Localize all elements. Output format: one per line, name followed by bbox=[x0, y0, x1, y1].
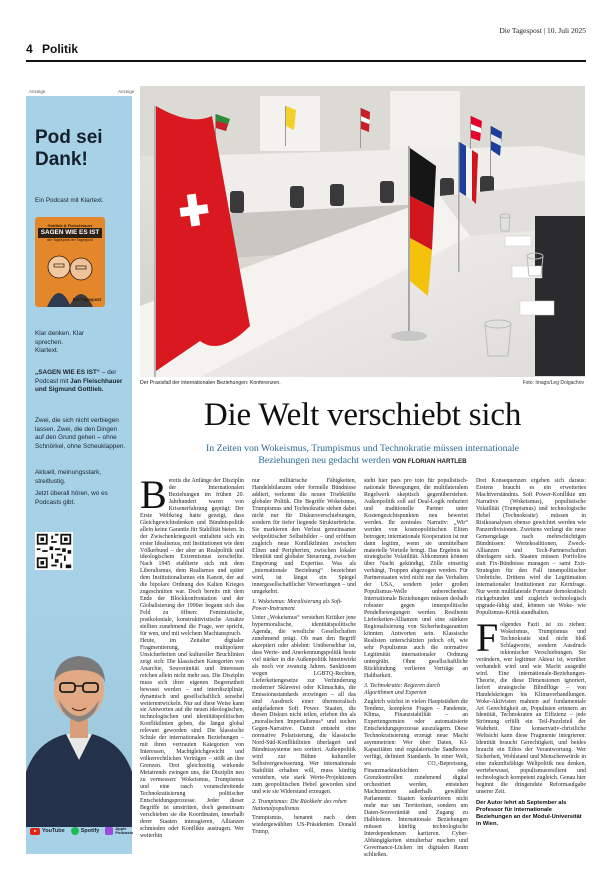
promo-lead: „SAGEN WIE ES IST“ bbox=[35, 369, 100, 376]
section-title: Politik bbox=[42, 42, 79, 56]
paragraph: olgendes Fazit ist zu ziehen: Wokeismus, Trumpismus und Technokratie sind nicht bloß Schlagworte, sondern Ausdruck tektonischer Verschiebungen. Sie verändern, wer legitimer Akteur ist, worüber verhandelt wird und wie Macht ausgeübt wird. Eine internationale-Beziehungen-Theorie, die diese Dimensionen ignoriert, liefert strategische Blindflüge – von Handelskriegen bis Klimaverhandlungen. Woke-Aktivisten mahnen auf fundamentale Art Gerechtigkeit an, Populisten erinnern an Identität, Technokraten an Effizienz – jede Strömung erfüllt ein Teil-Puzzleteil der Wahrheit. Eine konservativ-christliche Weltsicht kann diese Fragmente integrieren: Identität braucht Gerechtigkeit, und beides braucht ein Ethos der Verantwortung. Wer Sicherheit, Wohlstand und Menschenwürde in eine zukunftsfähige Weltpolitik neu denken, wertebewusst, populismusresilient und technologisch kompetent zugleich. Genau hier beginnt die dringendste Reformaufgabe unserer Zeit. bbox=[476, 622, 586, 795]
ad-description: Zwei, die sich nicht verbiegen lassen. Zwei, die den Dingen auf den Grund gehen – ohne Schnörkel, ohne Scheuklappen. bbox=[35, 417, 126, 450]
promo-hosts: Jan Fleischhauer und Sigmund Gottlieb. bbox=[35, 377, 123, 394]
subheading: 3. Technokratie: Regieren durch Algorithmen und Experten bbox=[364, 682, 440, 696]
paragraph: nur militärische Fähigkeiten, Handelsbilanzen oder formelle Bündnisse addiert, verkennt die neuen Triebkräfte globaler Politik. Die Begriffe Wokeismus, Trumpismus und Technokratie stehen dabei nicht nur für Diskursverschiebungen, sondern für tiefer liegende Strukturbrüche. Sie markieren den Verlust gemeinsamer weltpolitischer Selbstbilder – und eröffnen zugleich neue Konfliktlinien zwischen Eliten und Peripherien, zwischen lokaler Identität und globaler Steuerung, zwischen Empörung und Expertise. Was als „internationale Beziehung“ bezeichnet wird, ist längst ein Spiegel innergesellschaftlicher Verwerfungen – und umgekehrt. bbox=[252, 478, 356, 596]
anzeige-label: Anzeige bbox=[118, 89, 135, 94]
paragraph: Heute, im Zeitalter digitaler Fragmentierung, multipolarer Unsicherheiten und kultureller Bruchlinien zeigt sich: Die klassischen Kategorien von Anarchie, Souveränität und Interessen reichen allein nicht mehr aus. Die Disziplin muss sich ihrer eigenen Begrenztheit bewusst werden – und interdisziplinär, dynamisch und gesellschaftlich sensibel weiterentwickeln. Nur auf diese Weise kann sie Antworten auf die neuen ideologischen, technologischen und identitätspolitischen Konfliktlinien geben, die längst global relevant geworden sind. Die klassische Schule der internationalen Beziehungen – mit ihren vertrauten Kategorien von Interessen, Machtgleichgewicht und völkerrechtlichen Verträgen – stößt an ihre Grenzen. Drei gleichzeitig wirkende Metatrends zwingen uns, die Disziplin neu zu vermessen: Wokeismus, Trumpismus und eine rasch voranschreitende Technokratisierung politischer Entscheidungsprozesse. Jeder dieser Begriffe ist umstritten, doch gemeinsam verschieben sie die Koordinaten, innerhalb derer Staaten interagieren, Allianzen schmieden oder Konflikte austragen. Wer weiterhin bbox=[140, 637, 244, 839]
ad-promo bbox=[35, 369, 127, 395]
paragraph: steht hier pars pro toto für populistisch-nationale Bewegungen, die multilateralem Regelwerk skeptisch gegenüberstehen. Außenpolitik soll auf Deal-Logik reduziert und traditionelle Partner unter Kostengesichtspunkten neu bewertet werden. Ihr zentrales Narrativ: „Wir“ werden von kosmopolitischen Eliten betrogen; internationale Kooperation ist nur dann legitim, wenn sie unmittelbare materielle Vorteile bringt. Das Ergebnis ist strategische Volatilität. Abkommen können über Nacht gekündigt, Zölle einseitig verhängt, Truppen abgezogen werden. Für Partnerstaaten wird nicht nur das Verhalten der USA, sondern jeder großen Populismus-Welle unberechenbar. Internationale Beziehungen müssen deshalb robuster gegen innenpolitische Pendelbewegungen werden. Resiliente Lieferketten-Allianzen und eine stärkere Regionalisierung von Sicherheitsgarantien könnten Antworten sein. Klassische Realisten unterschätzten jedoch oft, wie sehr Populismus auch die normative Legitimität internationaler Ordnung untergräbt. Ohne gesellschaftliche Rückbindung verlieren Verträge an Haltbarkeit. bbox=[364, 478, 468, 679]
cover-logo: Die Tagespost bbox=[72, 297, 101, 302]
paragraph: Drei Konsequenzen ergeben sich daraus: Erstens braucht es ein erweitertes Machtverständnis. Soft Power-Konflikte um Narrative (Wokeismus), populistische Volatilität (Trumpismus) und technologische Hebel (Technokratie) müssen in Risikoanalysen ebenso gewichtet werden wie Panzerdivisionen. Zweitens verlangt die neue Gemengelage nach mehrschichtigen Bündnissen: Wertekoalitionen, Zweck-Allianzen und Tech-Partnerschaften überlagern sich. Staaten müssen Portfolios statt Fix-Bündnisse managen – samt Exit-Strategien für den Fall innenpolitischer Umbrüche. Drittens wird die Legitimation internationaler Institutionen zur Kernfrage. Nur wenn multilaterale Formate demokratisch rückgebunden und zugleich technologisch upgrade-fähig sind, können sie Woke- wie Populismus-Kritik standhalten. bbox=[476, 478, 586, 617]
spotify-icon bbox=[71, 827, 79, 835]
cover-title: SAGEN WIE ES IST bbox=[38, 228, 102, 238]
subheading: 2. Trumpismus: Die Rückkehr des rohen Nationalpopulismus bbox=[252, 798, 347, 812]
paragraph: Zugleich wächst in vielen Hauptstädten die Tendenz, komplexe Fragen – Pandemie, Klima, Finanzstabilität – an Expertengremien oder automatisierte Entscheidungsprozesse auszulagern. Diese Technokratisierung erzeugt neue Macht asymmetrien: Wer über Daten, KI-Kapazitäten und regulatorische Sandboxes verfügt, definiert Standards. In einer Welt, wo CO₂-Bepreisung, Finanzmarktaufsichten oder Grenzkontrollen zunehmend digital orchestriert werden, entstehen Machtzentren außerhalb gewählter Parlamente. Staaten konkurrieren nicht mehr nur um Territorium, sondern um Daten-Souveränität und Zugang zu Halbleitern. Internationale Beziehungen müssen künftig technologische Interdependenzen kartieren. Cyber-Abhängigkeiten simulierbar machen und Governance-Lücken im digitalen Raum schließen. bbox=[364, 698, 468, 858]
running-head: Die Tagespost | 10. Juli 2025 bbox=[499, 26, 586, 35]
podcast-ad[interactable] bbox=[26, 96, 132, 854]
deck-text: In Zeiten von Wokeismus, Trumpismus und Technokratie müssen internationale Beziehungen neu gedacht werden bbox=[206, 443, 519, 466]
paragraph: Trumpismus, benannt nach dem wiedergewählten US-Präsidenten Donald Trump, bbox=[252, 814, 356, 835]
article-column-2 bbox=[252, 478, 356, 850]
photo-caption: Der Praxisfall der internationalen Beziehungen: Konferenzen. bbox=[140, 380, 281, 386]
ad-attributes: Aktuell, meinungsstark, streitlustig. bbox=[35, 469, 102, 485]
header-rule bbox=[26, 60, 586, 62]
host-portrait bbox=[26, 582, 132, 827]
paragraph: Unter „Wokeismus“ verstehen Kritiker jene hypermoralische, identitätspolitische Agenda, die westliche Gesellschaften zunehmend prägt. Ob man den Begriff akzeptiert oder ablehnt: Unübersehbar ist, dass Werte- und Anerkennungspolitik heute viel stärker in die Außenpolitik hineinwirkt als noch vor zwanzig Jahren. Sanktionen wegen LGBTQ-Rechten, Lieferkettengesetze zur Verhinderung moderner Sklaverei oder Klimachäts, die Emissionsstandards erzwingen – all das sind Ausdruck einer übermoralisch aufgeladenen Soft Power. Staaten, die diesen Diskurs nicht teilen, erleben ihn als „moralischen Imperialismus“ und suchen Gegen-Narrative. Damit entsteht eine normative Polarisierung, die klassische Nord-Süd-Konfliktlinien überlagert und Bündnissysteme neu sortiert. Außenpolitik wird zur Bühne kultureller Selbstvergewisserung. Wer internationale Stabilität erhalten will, muss künftig verstehen, wie stark Werte-Projektionen zum geopolitischen Hebel geworden sind und wie sie Widerstand erzeugen. bbox=[252, 615, 356, 795]
page-number: 4 bbox=[26, 42, 33, 56]
apple-podcasts-icon bbox=[105, 827, 113, 835]
ad-subtitle: Ein Podcast mit Klartext. bbox=[35, 197, 104, 204]
subheading: 1. Wokeismus: Moralisierung als Soft-Power-Instrument bbox=[252, 599, 343, 613]
headline: Die Welt verschiebt sich bbox=[203, 397, 522, 433]
apple-podcasts-label: Apple Podcasts bbox=[115, 826, 134, 835]
spotify-logo[interactable] bbox=[71, 827, 100, 835]
podcast-cover[interactable] bbox=[35, 217, 105, 307]
youtube-logo[interactable] bbox=[30, 828, 65, 835]
ad-taglines: Klar denken. Klar sprechen. Klartext. bbox=[35, 330, 85, 355]
promo-rest: – der Podcast mit bbox=[35, 369, 117, 385]
cover-subtitle: der Tagespost der Tagespost bbox=[46, 238, 94, 242]
ad-title: Pod sei Dank! bbox=[35, 127, 103, 170]
platform-logos bbox=[30, 825, 134, 837]
ad-label: Anzeige bbox=[29, 89, 46, 94]
cover-hosts: Gottlieb & Fleischhauer bbox=[47, 223, 93, 228]
conference-photo bbox=[140, 86, 585, 377]
paragraph: ereits die Anfänge der Disziplin der Internationalen Beziehungen im frühen 20. Jahrhundert waren von Krisenerfahrung geprägt: Der Erste Weltkrieg hatte gezeigt, dass Gleichgewichtsdenken und Bündnispolitik allein keine Garantie für Stabilität bieten. In der Zwischenkriegszeit entfaltete sich ein erster Idealismus, mit Institutionen wie dem Völkerbund – der aber an Realpolitik und ideologischem Extremismus zerschellte. Nach 1945 etablierte sich mit dem Liberalismus, dem Realismus und später dem Institutionalismus ein Kanon, der auf die bipolare Ordnung des Kalten Krieges zugeschnitten war. Doch bereits mit dem Ende der Blockkonfrontation und der Globalisierung der 1990er begann sich das Feld zu öffnen: Feministische, postkoloniale, konstruktivistische Ansätze stellten zunehmend die Frage, wer spricht, für wen, und mit welchem Machtanspruch. bbox=[140, 478, 244, 637]
dropcap: B bbox=[140, 472, 167, 517]
byline: VON FLORIAN HARTLEB bbox=[392, 458, 467, 465]
article-column-4 bbox=[476, 478, 586, 850]
article-column-3 bbox=[364, 478, 468, 858]
hosts-illustration bbox=[35, 217, 105, 307]
author-note: Der Autor lehrt ab September als Professor für internationale Beziehungen an der Modul-Universität in Wien. bbox=[476, 799, 582, 827]
spotify-label: Spotify bbox=[80, 828, 100, 834]
youtube-icon bbox=[30, 828, 40, 835]
article-column-1 bbox=[140, 472, 244, 850]
dropcap: F bbox=[476, 615, 499, 661]
photo-credit: Foto: Imago/Leg Dolgachov bbox=[522, 380, 584, 386]
deck bbox=[190, 443, 535, 468]
qr-code[interactable] bbox=[35, 532, 73, 570]
ad-cta: Jetzt überall hören, wo es Podcasts gibt. bbox=[35, 490, 108, 506]
apple-podcasts-logo[interactable] bbox=[105, 826, 134, 835]
youtube-label: YouTube bbox=[42, 828, 65, 834]
